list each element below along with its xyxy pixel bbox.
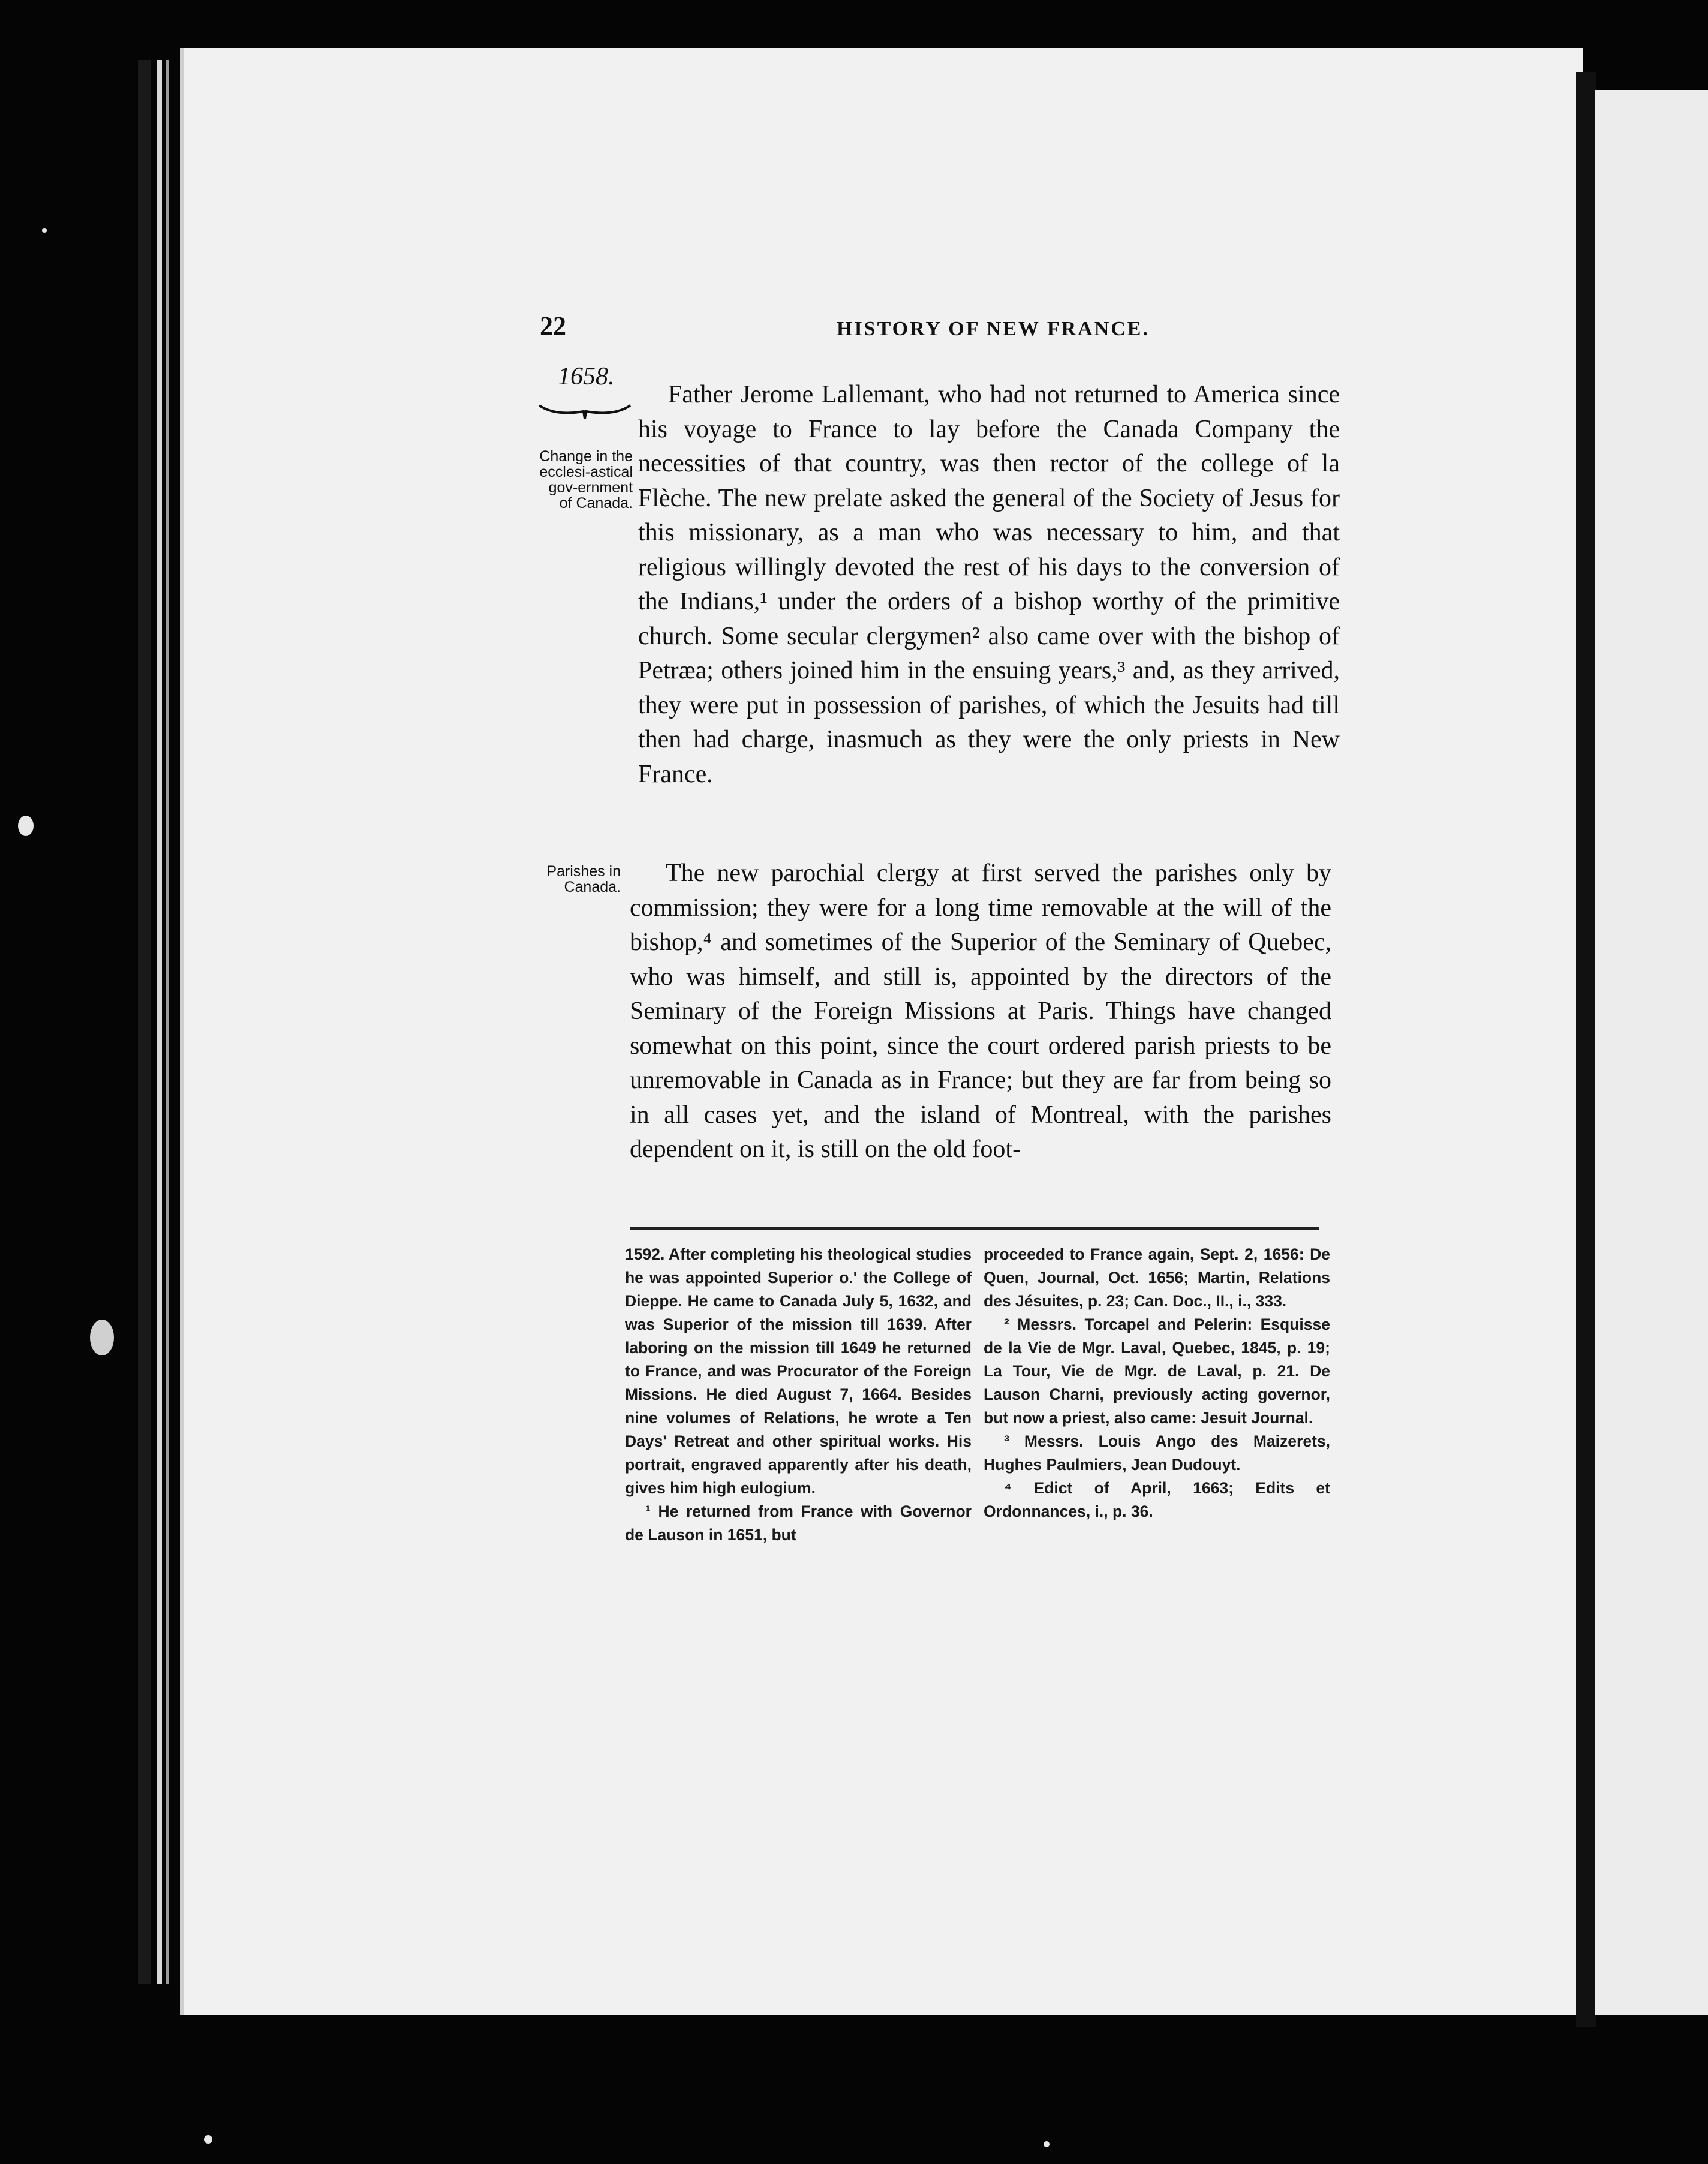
footnote-2: ² Messrs. Torcapel and Pelerin: Esquisse de la Vie de Mgr. Laval, Quebec, 1845, p. 19; La Tour, Vie de Mgr. de Laval, p. 21. De Lauson Charni, previously acting governor, but now a priest, also came: Jesuit Journal. bbox=[984, 1315, 1330, 1427]
footnote-3: ³ Messrs. Louis Ango des Maizerets, Hughes Paulmiers, Jean Dudouyt. bbox=[984, 1432, 1330, 1474]
page-number: 22 bbox=[540, 311, 566, 341]
footnote-text: 1592. After completing his theological studies he was appointed Superior o.' the College of Dieppe. He came to Canada July 5, 1632, and was Superior of the mission till 1639. After laboring on the mission till 1649 he returned to France, and was Procurator of the Foreign Missions. He died August 7, 1664. Besides nine volumes of Relations, he wrote a Ten Days' Retreat and other spiritual works. His portrait, engraved apparently after his death, gives him high eulogium. bbox=[625, 1245, 972, 1497]
facing-page-edge bbox=[1595, 90, 1708, 2015]
footnote-1: ¹ He returned from France with Governor de Lauson in 1651, but bbox=[625, 1502, 972, 1544]
footnote-4: ⁴ Edict of April, 1663; Edits et Ordonnances, i., p. 36. bbox=[984, 1479, 1330, 1520]
scan-speck bbox=[1044, 2141, 1050, 2147]
scan-speck bbox=[90, 1320, 114, 1355]
scan-speck bbox=[18, 816, 34, 836]
page-stack-edge bbox=[166, 60, 169, 1984]
footnote-column-right bbox=[984, 1243, 1330, 1523]
center-gutter bbox=[1576, 72, 1596, 2027]
scan-speck bbox=[204, 2135, 212, 2144]
footnote-column-left bbox=[625, 1243, 972, 1547]
body-paragraph: The new parochial clergy at first served the parishes only by commission; they were for a long time removable at the will of the bishop,⁴ and sometimes of the Superior of the Seminary of Quebec, who was himself, and still is, appointed by the directors of the Seminary of the Foreign Missions at Paris. Things have changed somewhat on this point, since the court ordered parish priests to be unremovable in Canada as in France; but they are far from being so in all cases yet, and the island of Montreal, with the parishes dependent on it, is still on the old foot- bbox=[630, 859, 1331, 1163]
margin-year: 1658. bbox=[558, 363, 615, 390]
body-paragraph: Father Jerome Lallemant, who had not returned to America since his voyage to France to lay before the Canada Company the necessities of that country, was then rector of the college of la Flèche. The new prelate asked the general of the Society of Jesus for this missionary, as a man who was necessary to him, and that religious willingly devoted the rest of his days to the conversion of the Indians,¹ under the orders of a bishop worthy of the primitive church. Some secular clergymen² also came over with the bishop of Petræa; others joined him in the ensuing years,³ and, as they arrived, they were put in possession of parishes, of which the Jesuits had till then had charge, inasmuch as they were the only priests in New France. bbox=[638, 381, 1340, 788]
footnote-divider bbox=[630, 1227, 1319, 1230]
brace-ornament bbox=[537, 403, 633, 421]
page-stack-edge bbox=[157, 60, 162, 1984]
footnote-text: proceeded to France again, Sept. 2, 1656: De Quen, Journal, Oct. 1656; Martin, Relations des Jésuites, p. 23; Can. Doc., II., i., 333. bbox=[984, 1245, 1330, 1310]
side-note-ecclesiastical-government: Change in the ecclesi-astical gov-ernment of Canada. bbox=[539, 448, 633, 512]
side-note-parishes: Parishes in Canada. bbox=[546, 863, 621, 895]
running-head: HISTORY OF NEW FRANCE. bbox=[837, 318, 1150, 340]
scan-speck bbox=[42, 228, 47, 233]
binding-edge bbox=[138, 60, 151, 1984]
